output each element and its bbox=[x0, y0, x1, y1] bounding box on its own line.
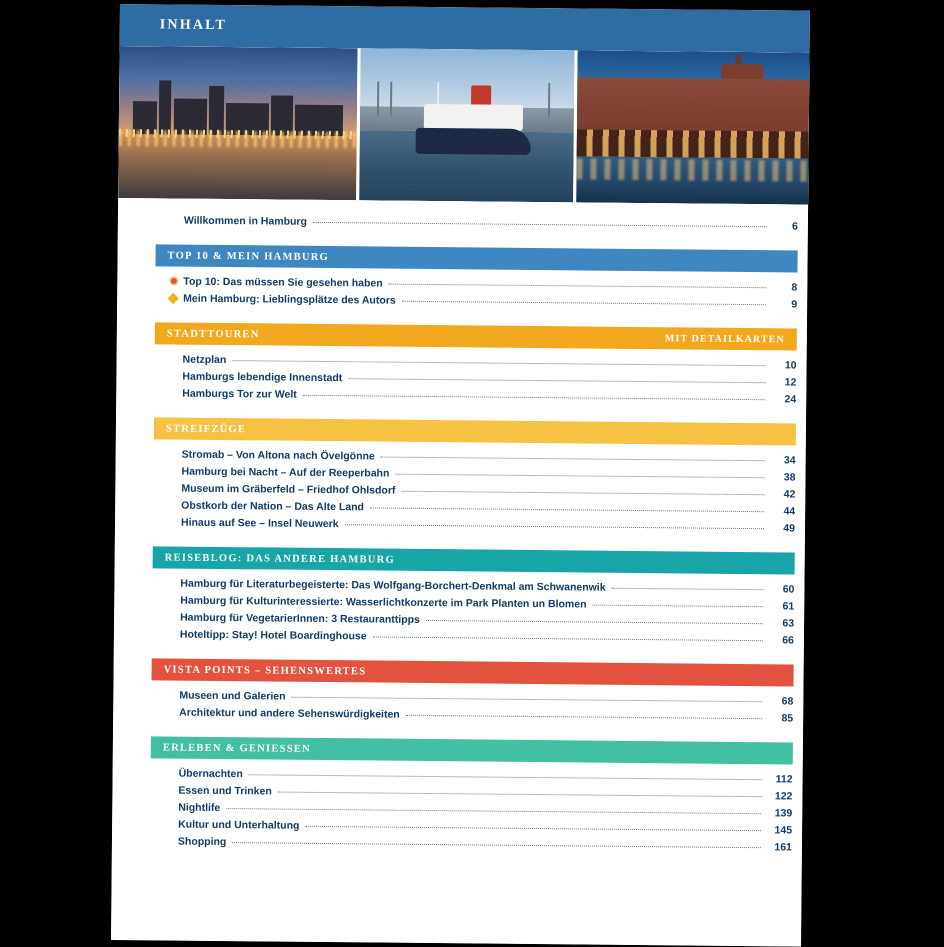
section-header-label: TOP 10 & MEIN HAMBURG bbox=[168, 250, 330, 263]
dot-leader bbox=[313, 222, 767, 227]
section-streifzuege-entries bbox=[115, 448, 806, 540]
entry-page: 44 bbox=[769, 505, 795, 517]
entry-title: Hamburgs Tor zur Welt bbox=[182, 388, 297, 401]
photo-strip bbox=[118, 46, 809, 205]
dot-leader bbox=[593, 605, 764, 608]
entry-page: 49 bbox=[769, 522, 795, 534]
photo-border-left bbox=[0, 0, 120, 944]
entry-page: 10 bbox=[771, 359, 797, 371]
dot-leader bbox=[226, 808, 761, 814]
entry-page: 61 bbox=[768, 600, 794, 612]
entry-page: 24 bbox=[770, 393, 796, 405]
entry-title: Hamburg für Literaturbegeisterte: Das Wolfgang-Borchert-Denkmal am Schwanenwik bbox=[180, 578, 605, 594]
ship-mast bbox=[437, 82, 439, 105]
section-header-label: STADTTOUREN bbox=[167, 328, 260, 340]
light-reflections bbox=[119, 130, 357, 148]
entry-title: Top 10: Das müssen Sie gesehen haben bbox=[183, 276, 382, 290]
entry-page: 42 bbox=[769, 488, 795, 500]
skyline-silhouette bbox=[119, 64, 358, 136]
entry-page: 66 bbox=[768, 634, 794, 646]
entry-page: 139 bbox=[766, 807, 792, 819]
entry-page: 34 bbox=[770, 454, 796, 466]
dot-leader bbox=[305, 826, 761, 831]
entry-page: 9 bbox=[771, 298, 797, 310]
entry-page: 6 bbox=[772, 220, 798, 232]
entry-page: 63 bbox=[768, 617, 794, 629]
dot-leader bbox=[402, 301, 766, 305]
section-erleben-geniessen-entries bbox=[112, 767, 803, 859]
entry-page: 68 bbox=[767, 695, 793, 707]
dot-leader bbox=[389, 284, 767, 289]
dot-leader bbox=[406, 715, 762, 719]
ship-hull bbox=[415, 128, 531, 155]
dot-leader bbox=[426, 620, 763, 624]
section-header-label: VISTA POINTS – SEHENSWERTES bbox=[164, 664, 367, 677]
dot-leader bbox=[292, 697, 763, 703]
entry-title: Shopping bbox=[178, 836, 227, 848]
entry-title: Museen und Galerien bbox=[179, 690, 285, 703]
photo-speicherstadt-night bbox=[576, 50, 809, 204]
section-reiseblog-entries bbox=[114, 577, 805, 652]
entry-page: 8 bbox=[771, 281, 797, 293]
section-header-label: ERLEBEN & GENIESSEN bbox=[163, 742, 311, 754]
entry-title: Nightlife bbox=[178, 802, 220, 814]
dot-leader bbox=[232, 842, 761, 848]
ship-superstructure bbox=[424, 104, 523, 131]
dot-leader bbox=[278, 792, 762, 798]
dot-leader bbox=[232, 360, 765, 366]
entry-page: 145 bbox=[766, 824, 792, 836]
dot-leader bbox=[395, 474, 764, 479]
diamond-icon bbox=[169, 293, 183, 305]
entry-page: 85 bbox=[767, 712, 793, 724]
photo-border-right bbox=[812, 0, 944, 944]
dot-leader bbox=[345, 524, 764, 529]
entry-title: Essen und Trinken bbox=[178, 785, 271, 798]
entry-title: Hamburg für Kulturinteressierte: Wasserlichtkonzerte im Park Planten un Blomen bbox=[180, 595, 586, 611]
entry-title: Hoteltipp: Stay! Hotel Boardinghouse bbox=[180, 629, 367, 643]
entry-title: Übernachten bbox=[179, 768, 243, 781]
entry-page: 161 bbox=[766, 841, 792, 853]
entry-page: 112 bbox=[767, 773, 793, 785]
section-header-right: MIT DETAILKARTEN bbox=[665, 333, 785, 345]
entry-title: Hamburgs lebendige Innenstadt bbox=[182, 371, 342, 385]
entry-title: Hinaus auf See – Insel Neuwerk bbox=[181, 517, 339, 531]
photo-hamburg-skyline-evening bbox=[118, 46, 357, 200]
target-icon bbox=[169, 276, 183, 288]
page-title: INHALT bbox=[160, 17, 227, 34]
dot-leader bbox=[348, 378, 765, 383]
dot-leader bbox=[401, 491, 764, 495]
entry-title: Willkommen in Hamburg bbox=[184, 215, 307, 228]
photo-harbour-cruise-ship bbox=[359, 48, 574, 202]
dot-leader bbox=[381, 457, 765, 462]
table-of-contents bbox=[111, 198, 808, 947]
entry-page: 12 bbox=[770, 376, 796, 388]
lit-windows bbox=[577, 129, 809, 159]
dot-leader bbox=[370, 507, 764, 512]
water-reflections bbox=[576, 158, 808, 181]
entry-title: Architektur und andere Sehenswürdigkeiten bbox=[179, 707, 400, 721]
entry-title: Mein Hamburg: Lieblingsplätze des Autors bbox=[183, 293, 396, 307]
dot-leader bbox=[303, 395, 765, 400]
entry-title: Stromab – Von Altona nach Övelgönne bbox=[182, 449, 375, 463]
entry-title: Hamburg bei Nacht – Auf der Reeperbahn bbox=[181, 466, 389, 480]
section-header-label: STREIFZÜGE bbox=[166, 423, 246, 435]
section-stadttouren-entries bbox=[116, 353, 806, 411]
entry-title: Hamburg für VegetarierInnen: 3 Restauranttipps bbox=[180, 612, 420, 626]
section-header-label: REISEBLOG: DAS ANDERE HAMBURG bbox=[165, 552, 395, 565]
entry-title: Museum im Gräberfeld – Friedhof Ohlsdorf bbox=[181, 483, 395, 497]
entry-title: Netzplan bbox=[183, 354, 227, 366]
entry-page: 122 bbox=[766, 790, 792, 802]
entry-page: 38 bbox=[769, 471, 795, 483]
page-header-band bbox=[120, 4, 810, 53]
dot-leader bbox=[249, 774, 762, 780]
dot-leader bbox=[373, 636, 763, 641]
entry-title: Obstkorb der Nation – Das Alte Land bbox=[181, 500, 364, 514]
entry-page: 60 bbox=[768, 583, 794, 595]
dot-leader bbox=[612, 588, 764, 590]
book-page bbox=[111, 4, 810, 947]
entry-title: Kultur und Unterhaltung bbox=[178, 819, 299, 832]
